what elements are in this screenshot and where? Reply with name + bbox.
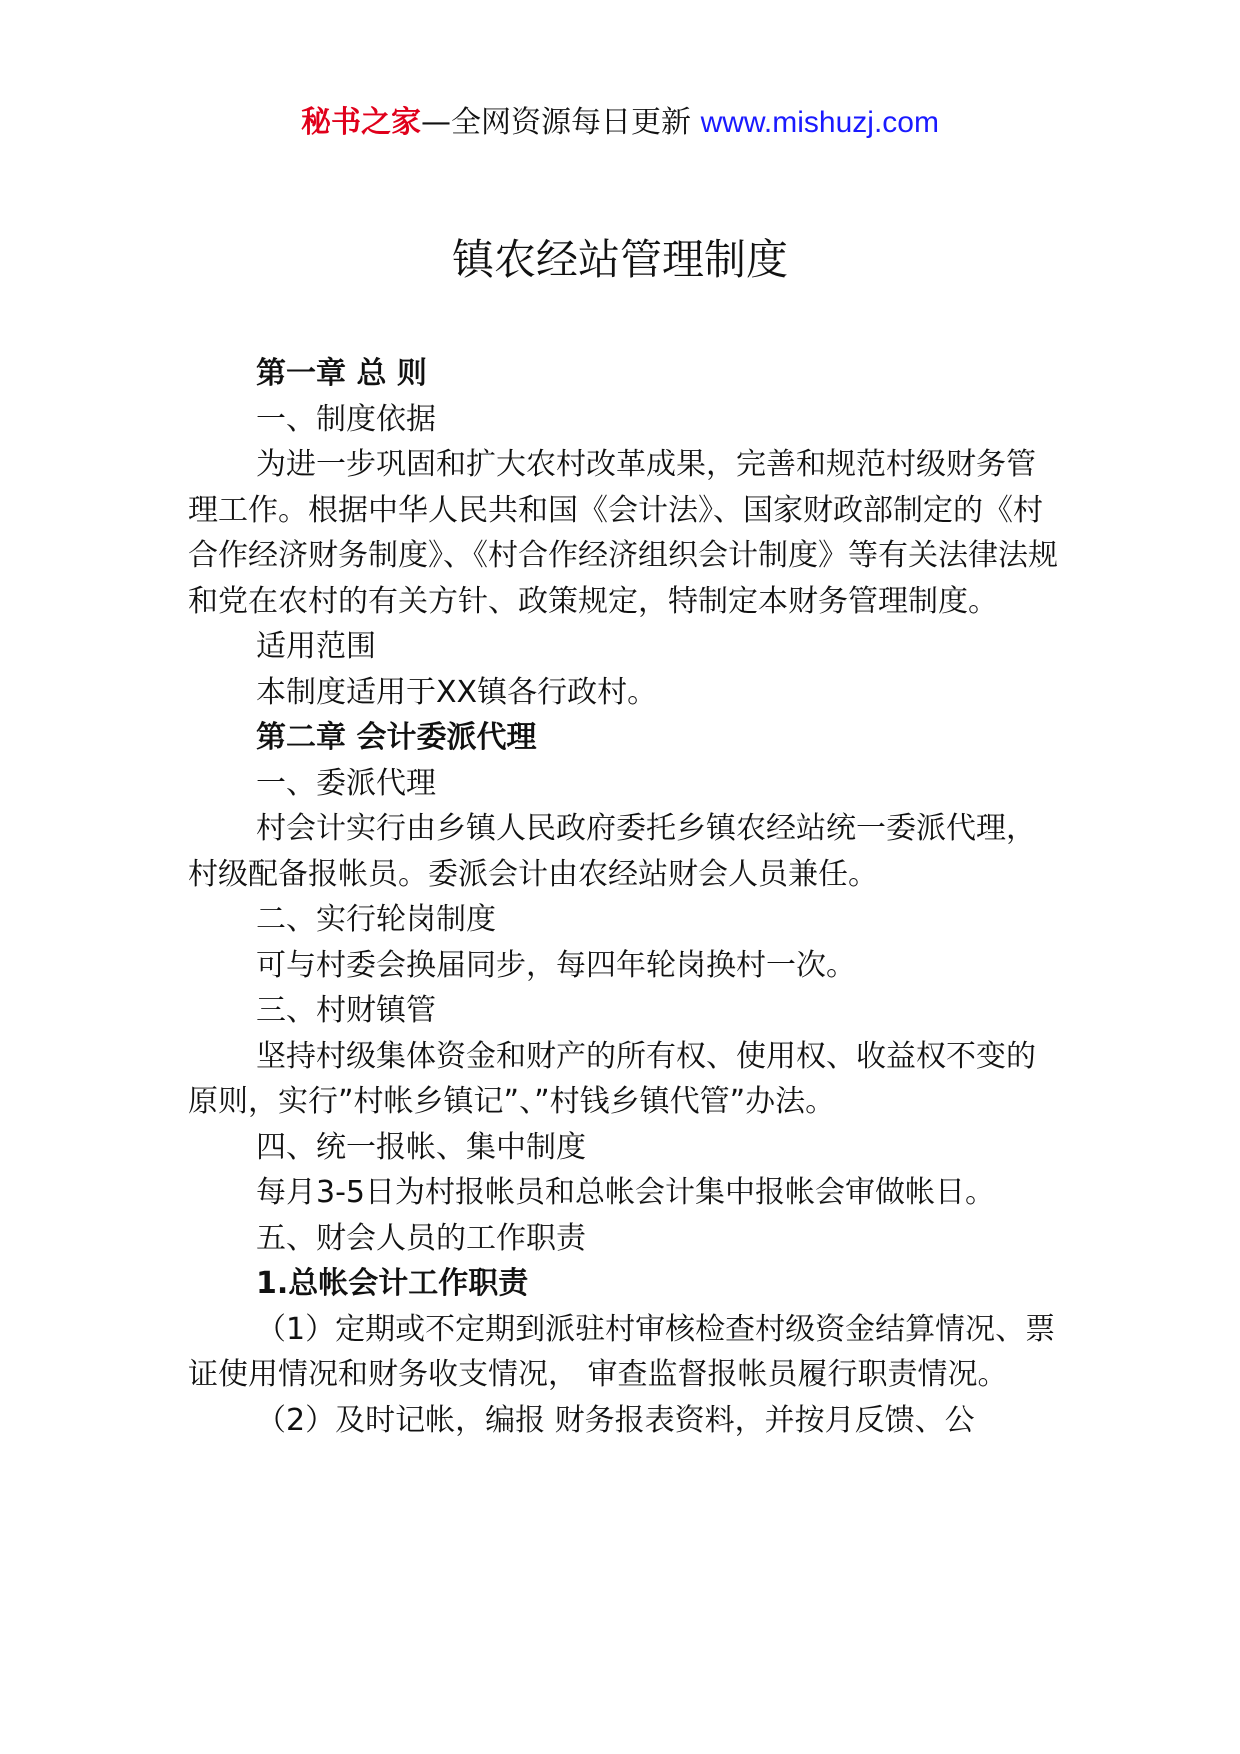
section-heading: 一、委派代理 [256,765,436,801]
chapter-heading: 第二章 会计委派代理 [256,720,537,755]
body-paragraph: 村会计实行由乡镇人民政府委托乡镇农经站统一委派代理，村级配备报帐员。委派会计由农经站财会人员兼任。 [188,811,1036,892]
section-heading: 五、财会人员的工作职责 [256,1220,586,1256]
site-watermark-header [0,100,1240,146]
section-heading: 四、统一报帐、集中制度 [256,1129,586,1165]
site-slogan: —全网资源每日更新 [421,105,692,140]
section-heading: 一、制度依据 [256,401,436,437]
site-url-link[interactable]: www.mishuzj.com [700,106,939,139]
section-heading: 三、村财镇管 [256,993,436,1028]
chapter-heading: 第一章 总 则 [256,356,427,391]
body-paragraph: 为进一步巩固和扩大农村改革成果，完善和规范村级财务管理工作。根据中华人民共和国《会计法》、国家财政部制定的《村合作经济财务制度》、《村合作经济组织会计制度》等有关法律法规和党在农村的有关方针、政策规定，特制定本财务管理制度。 [188,447,1058,619]
document-title: 镇农经站管理制度 [451,235,788,284]
document-body [188,351,1058,1443]
body-paragraph: （2）及时记帐，编报 财务报表资料，并按月反馈、公 [256,1402,975,1438]
section-heading: 适用范围 [256,629,376,664]
body-paragraph: 可与村委会换届同步，每四年轮岗换村一次。 [256,947,856,983]
body-paragraph: 坚持村级集体资金和财产的所有权、使用权、收益权不变的原则，实行”村帐乡镇记”、”村钱乡镇代管”办法。 [188,1038,1036,1119]
section-heading: 二、实行轮岗制度 [256,902,496,937]
subsection-heading: 1.总帐会计工作职责 [256,1266,529,1301]
body-paragraph: 每月3-5日为村报帐员和总帐会计集中报帐会审做帐日。 [256,1175,995,1210]
body-paragraph: （1）定期或不定期到派驻村审核检查村级资金结算情况、票证使用情况和财务收支情况， 审查监督报帐员履行职责情况。 [188,1311,1056,1392]
site-brand: 秘书之家 [301,105,422,140]
body-paragraph: 本制度适用于XX镇各行政村。 [256,674,658,710]
